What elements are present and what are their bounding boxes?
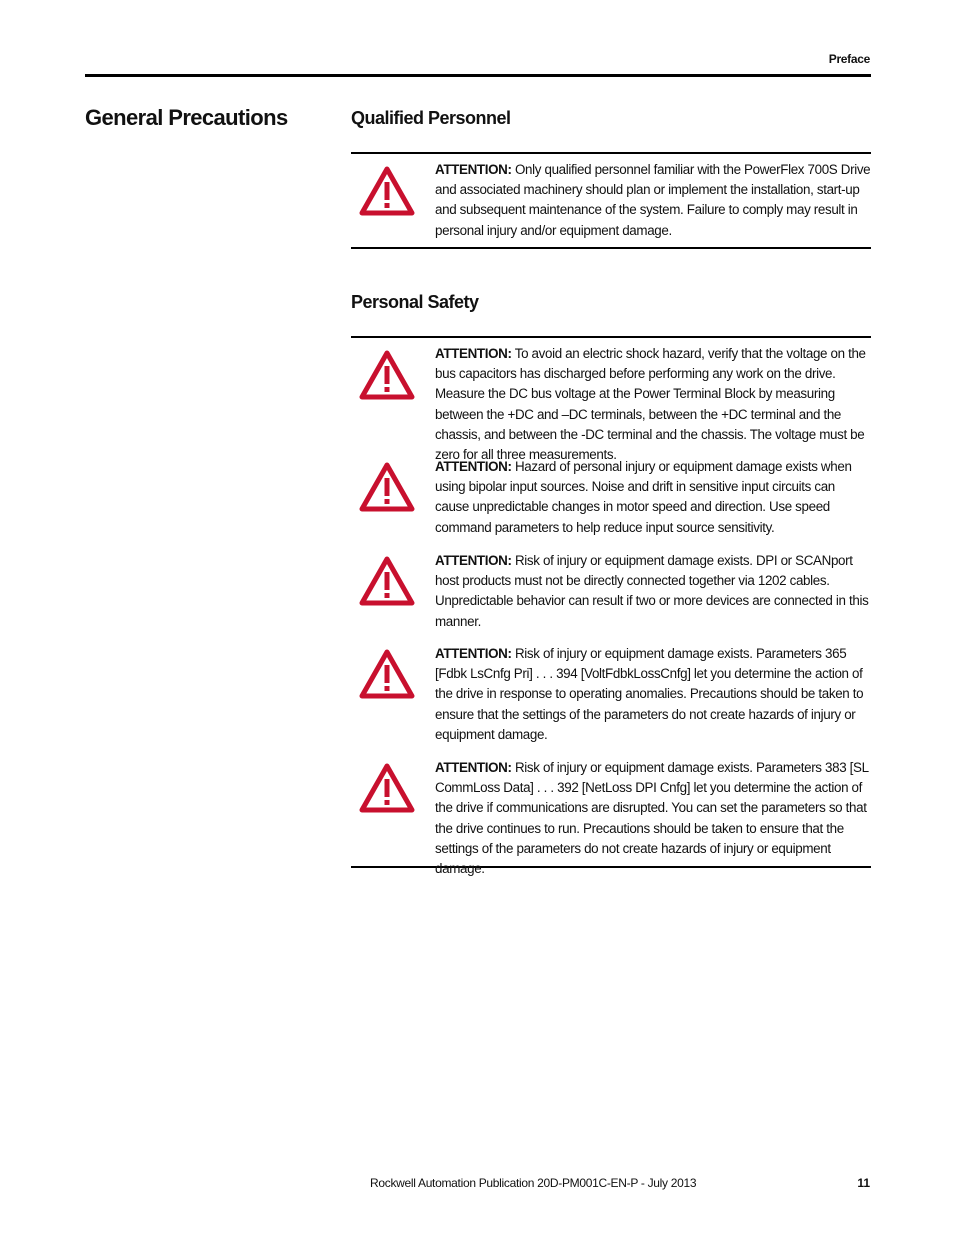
section-heading-qualified-personnel: Qualified Personnel (351, 108, 511, 128)
warning-triangle-icon (359, 556, 415, 606)
section-heading-personal-safety: Personal Safety (351, 292, 479, 312)
header-rule (85, 74, 871, 77)
warning-triangle-icon (359, 166, 415, 216)
footer-publication: Rockwell Automation Publication 20D-PM001C-EN-P - July 2013 (370, 1176, 697, 1190)
attention-label: ATTENTION: (435, 646, 512, 661)
warning-triangle-icon (359, 649, 415, 699)
attention-label: ATTENTION: (435, 346, 512, 361)
attention-label: ATTENTION: (435, 760, 512, 775)
attention-text (435, 758, 871, 879)
attention-body: Risk of injury or equipment damage exists. Parameters 383 [SL CommLoss Data] . . . 392 [NetLoss DPI Cnfg] let you determine the action of the drive if communications are disrupted. You can set the parameters so that the drive continues to run. Precautions should be taken to ensure that the settings of the parameters do not create hazards of injury or equipment damage. (435, 760, 869, 877)
warning-triangle-icon (359, 462, 415, 512)
header-section-label: Preface (828, 52, 870, 66)
attention-body: Only qualified personnel familiar with the PowerFlex 700S Drive and associated machinery should plan or implement the installation, start-up and subsequent maintenance of the system. Failure to comply may result in personal injury and/or equipment damage. (435, 162, 871, 238)
warning-triangle-icon (359, 763, 415, 813)
attention-text (435, 551, 871, 632)
footer-page-number: 11 (857, 1176, 870, 1190)
attention-text (435, 160, 871, 241)
attention-text (435, 644, 871, 745)
attention-text (435, 344, 871, 465)
attention-box-personal-safety (351, 336, 871, 877)
attention-label: ATTENTION: (435, 459, 512, 474)
attention-body: To avoid an electric shock hazard, verify that the voltage on the bus capacitors has discharged before performing any work on the drive. Measure the DC bus voltage at the Power Terminal Block by measuring between the +DC and –DC terminals, between the +DC terminal and the chassis, and between the -DC terminal and the chassis. The voltage must be zero for all three measurements. (435, 346, 866, 463)
attention-body: Risk of injury or equipment damage exists. Parameters 365 [Fdbk LsCnfg Pri] . . . 394 [VoltFdbkLossCnfg] let you determine the action of the drive in response to operating anomalies. Precautions should be taken to ensure that the settings of the parameters do not create hazards of injury or equipment damage. (435, 646, 864, 742)
attention-box-qualified-personnel (351, 152, 871, 249)
attention-body: Risk of injury or equipment damage exists. DPI or SCANport host products must not be directly connected together via 1202 cables. Unpredictable behavior can result if two or more devices are connected in this manner. (435, 553, 869, 629)
attention-label: ATTENTION: (435, 162, 512, 177)
page-title: General Precautions (85, 105, 288, 130)
attention-label: ATTENTION: (435, 553, 512, 568)
warning-triangle-icon (359, 350, 415, 400)
attention-body: Hazard of personal injury or equipment damage exists when using bipolar input sources. Noise and drift in sensitive input circuits can cause unpredictable changes in motor speed and direction. Use speed command parameters to help reduce input source sensitivity. (435, 459, 852, 535)
attention-text (435, 457, 871, 538)
